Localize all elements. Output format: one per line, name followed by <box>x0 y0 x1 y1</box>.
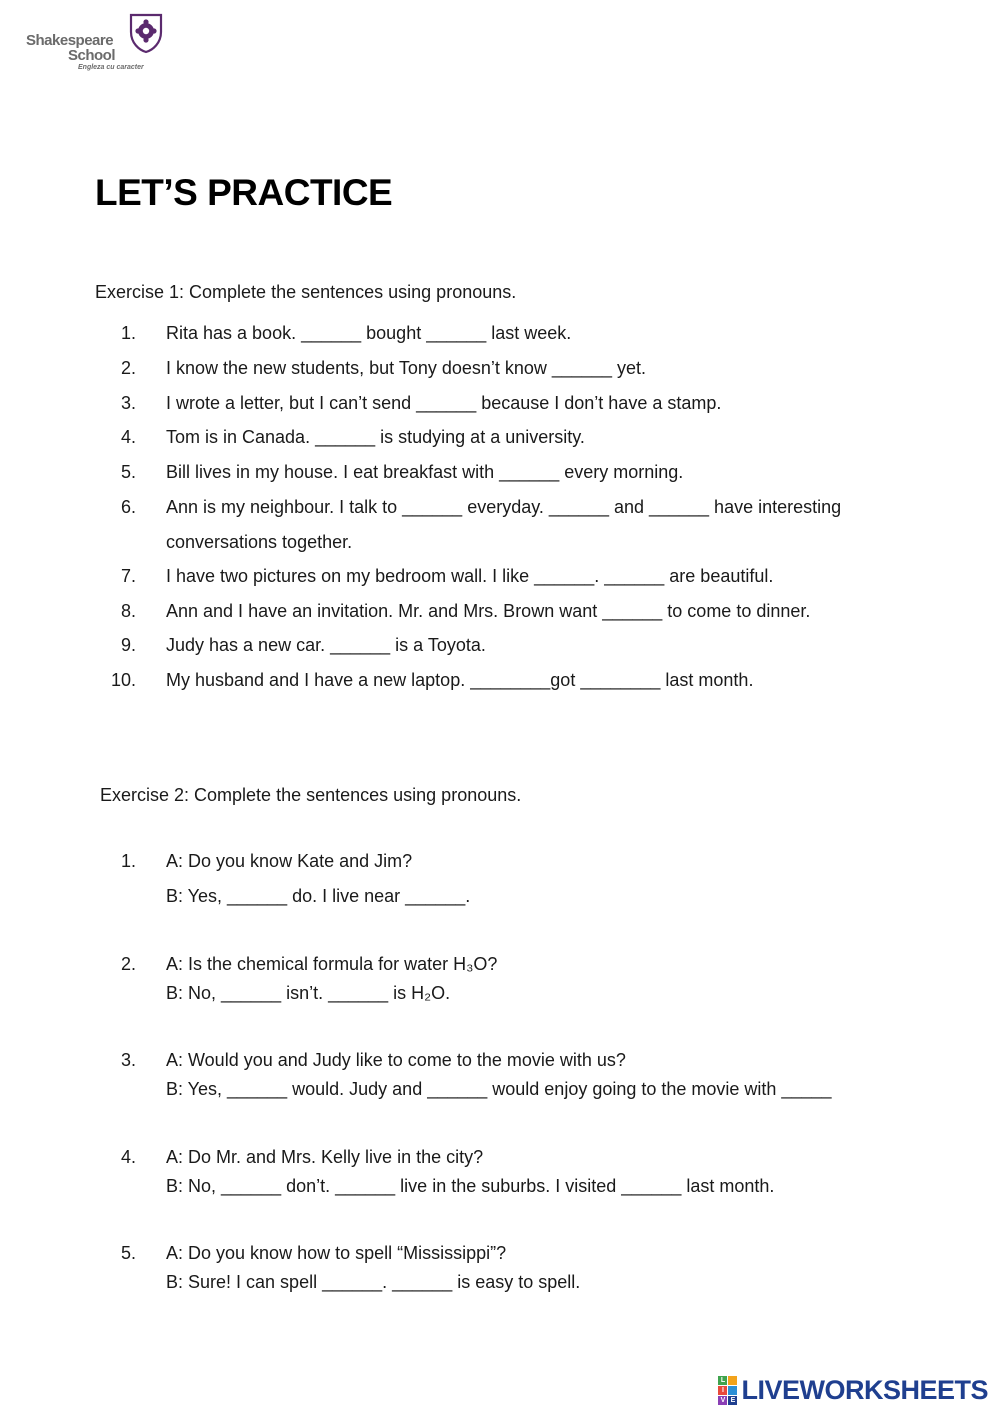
exercise1-instruction: Exercise 1: Complete the sentences using pronouns. <box>95 282 517 302</box>
badge-block <box>728 1386 737 1395</box>
exercise1-sentence: Judy has a new car. ______ is a Toyota. <box>166 635 486 655</box>
exercise2-question: A: Do you know how to spell “Mississippi”? <box>166 1243 507 1263</box>
exercise1-sentence: I have two pictures on my bedroom wall. I like ______. ______ are beautiful. <box>166 566 774 586</box>
shield-rose-icon <box>128 12 164 54</box>
exercise2-question: A: Do Mr. and Mrs. Kelly live in the city? <box>166 1147 484 1167</box>
exercise1-sentence: Rita has a book. ______ bought ______ last week. <box>166 323 572 343</box>
exercise1-sentence: Ann is my neighbour. I talk to ______ everyday. ______ and ______ have interesting <box>166 497 842 517</box>
exercise1-sentence: Ann and I have an invitation. Mr. and Mrs. Brown want ______ to come to dinner. <box>166 601 811 621</box>
exercise1-item-number: 1. <box>120 323 136 343</box>
exercise1-item-number: 2. <box>120 358 136 378</box>
exercise1-item-number: 7. <box>120 566 136 586</box>
brand-badge-icon <box>718 1376 737 1405</box>
exercise2-answer: B: No, ______ isn’t. ______ is H₂O. <box>166 983 451 1003</box>
exercise1-item-number: 4. <box>120 427 136 447</box>
badge-letter: E <box>728 1396 737 1405</box>
exercise2-answer: B: No, ______ don’t. ______ live in the suburbs. I visited ______ last month. <box>166 1176 775 1196</box>
exercise1-sentence: Bill lives in my house. I eat breakfast with ______ every morning. <box>166 462 684 482</box>
exercise2-answer: B: Yes, ______ do. I live near ______. <box>166 886 471 906</box>
exercise2-item-number: 5. <box>120 1243 136 1263</box>
exercise2-question: A: Do you know Kate and Jim? <box>166 851 413 871</box>
exercise1-sentence: I know the new students, but Tony doesn’t know ______ yet. <box>166 358 646 378</box>
exercise2-question: A: Is the chemical formula for water H₃O? <box>166 954 498 974</box>
badge-letter: V <box>718 1396 727 1405</box>
exercise2-answer: B: Sure! I can spell ______. ______ is easy to spell. <box>166 1272 581 1292</box>
school-logo <box>22 12 172 76</box>
exercise1-sentence: Tom is in Canada. ______ is studying at a university. <box>166 427 585 447</box>
badge-letter: L <box>718 1376 727 1385</box>
exercise2-item-number: 1. <box>120 851 136 871</box>
exercise1-item-number: 6. <box>120 497 136 517</box>
exercise2-item-number: 3. <box>120 1050 136 1070</box>
brand-name: LIVEWORKSHEETS <box>741 1375 988 1405</box>
exercise1-sentence: I wrote a letter, but I can’t send ______ because I don’t have a stamp. <box>166 393 722 413</box>
exercise2-item-number: 4. <box>120 1147 136 1167</box>
exercise1-item-number: 5. <box>120 462 136 482</box>
logo-line2: School <box>68 47 116 64</box>
liveworksheets-brand <box>718 1375 988 1406</box>
exercise2-item-number: 2. <box>120 954 136 974</box>
logo-tagline: Engleza cu caracter <box>78 64 144 71</box>
exercise2-instruction: Exercise 2: Complete the sentences using pronouns. <box>100 785 522 805</box>
page-title: LET’S PRACTICE <box>95 172 393 213</box>
exercise2-question: A: Would you and Judy like to come to the movie with us? <box>166 1050 626 1070</box>
badge-letter: I <box>718 1386 727 1395</box>
badge-block <box>728 1376 737 1385</box>
logo-line1: Shakespeare <box>26 32 114 49</box>
exercise2-answer: B: Yes, ______ would. Judy and ______ would enjoy going to the movie with _____ <box>166 1079 832 1099</box>
exercise1-item-number: 8. <box>120 601 136 621</box>
exercise1-item-number: 9. <box>120 635 136 655</box>
exercise1-item-number: 3. <box>120 393 136 413</box>
exercise1-item-number: 10. <box>110 670 136 690</box>
exercise1-sentence: conversations together. <box>166 532 353 552</box>
exercise1-sentence: My husband and I have a new laptop. ________got ________ last month. <box>166 670 754 690</box>
